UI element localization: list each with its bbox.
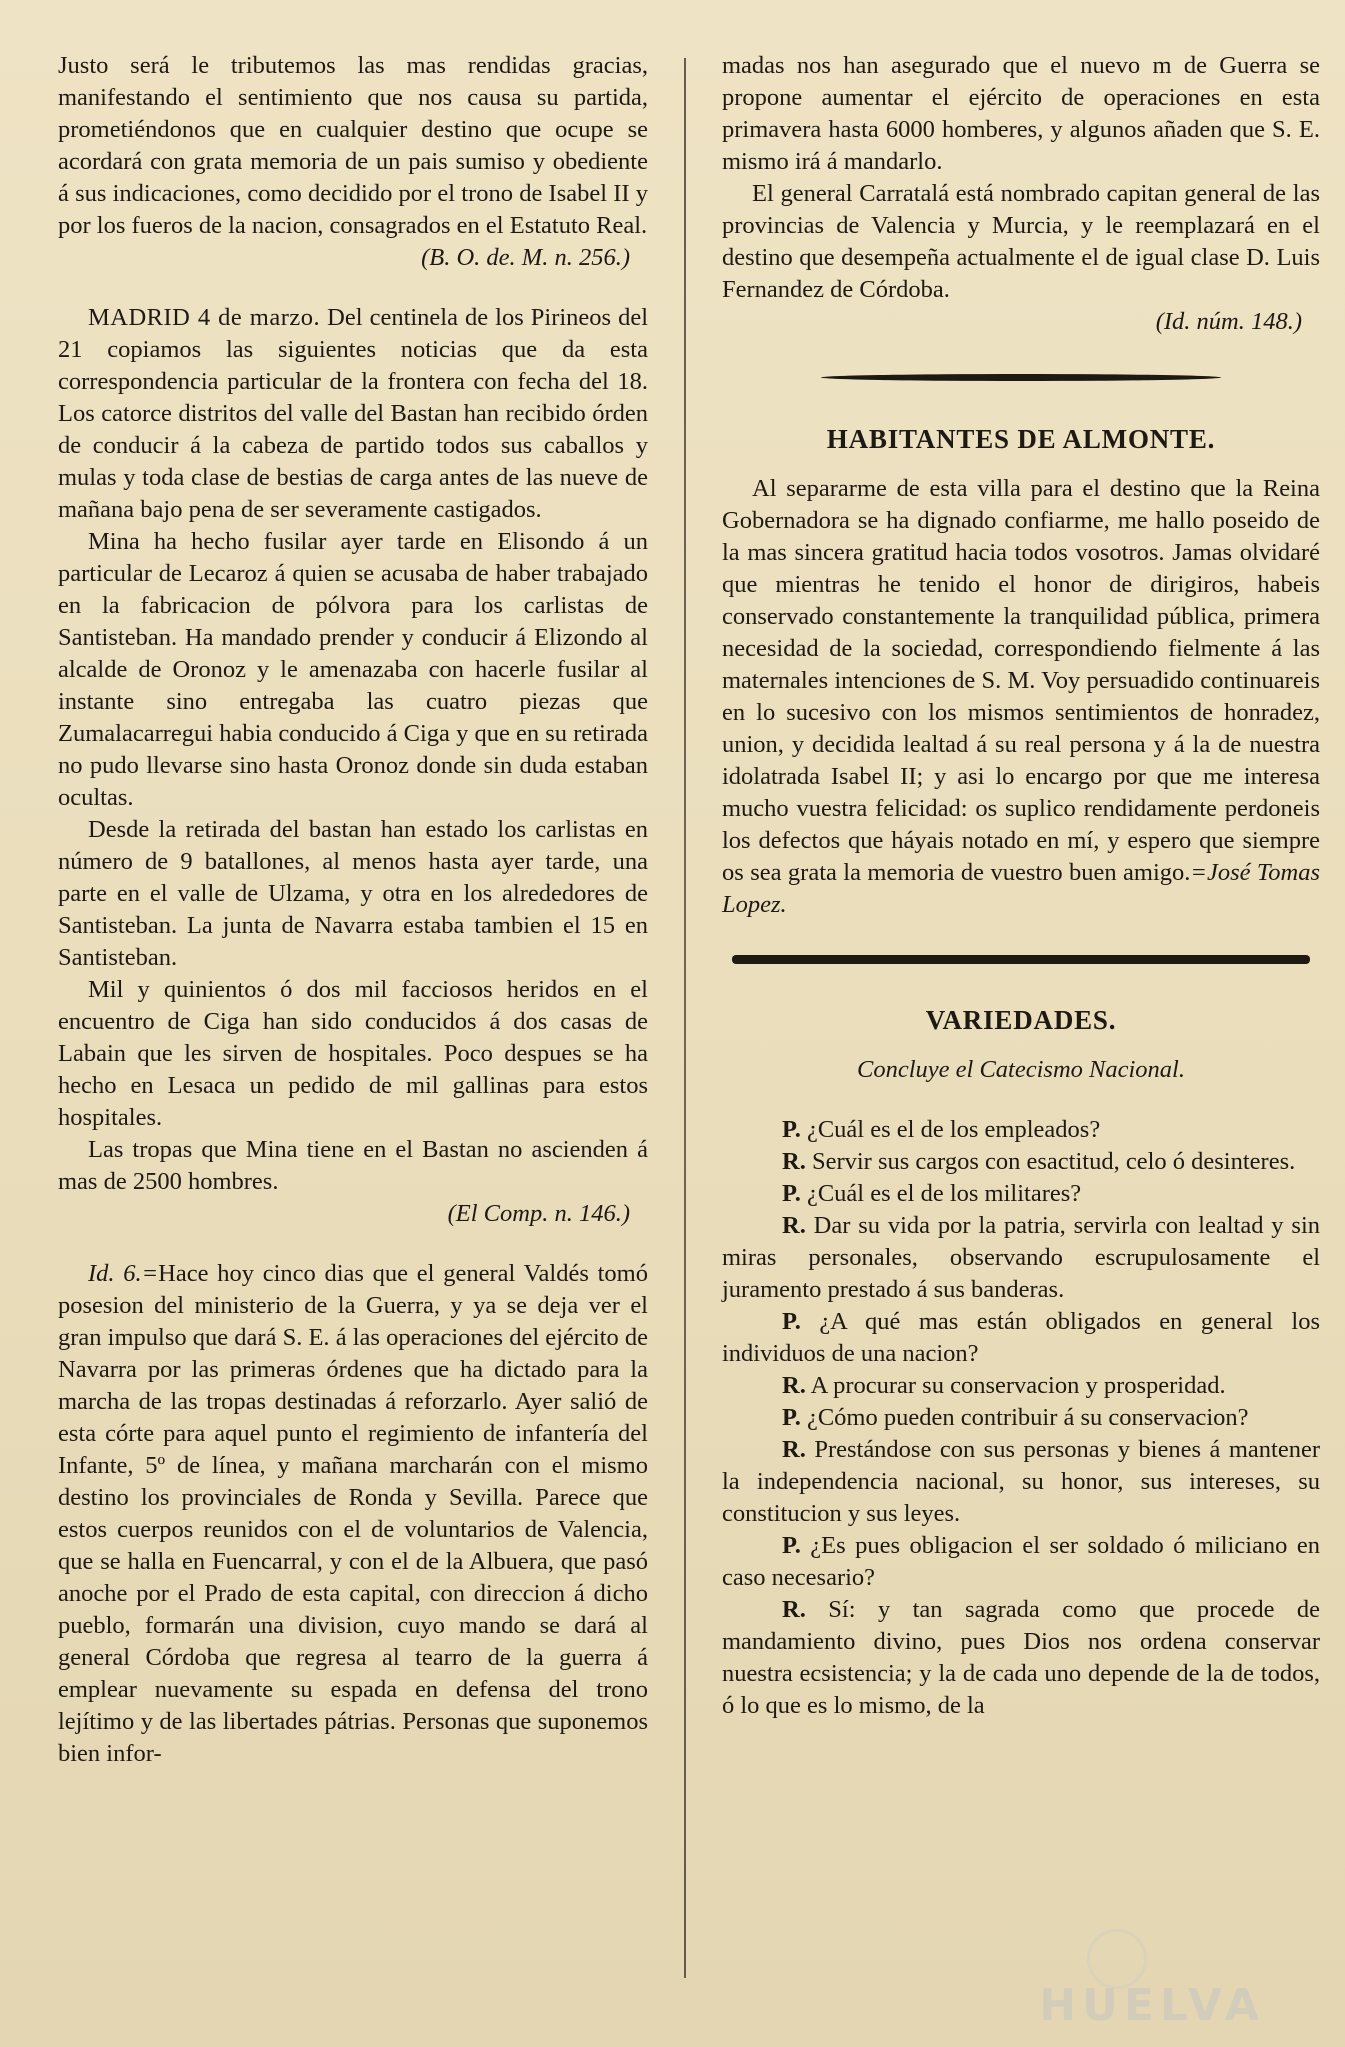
citation: (El Comp. n. 146.) bbox=[447, 1200, 630, 1227]
section-heading: HABITANTES DE ALMONTE. bbox=[826, 424, 1216, 454]
catechism-entry: R. Sí: y tan sagrada como que procede de mandamiento divino, pues Dios nos ordena conservar nuestra ecsistencia; y la de cada uno depende de la de todos, ó lo que es lo mismo, de la bbox=[722, 1596, 1320, 1719]
catechism-entry: P. ¿Cómo pueden contribuir á su conservacion? bbox=[782, 1404, 1249, 1431]
dateline: Id. 6.= bbox=[88, 1260, 159, 1287]
right-column bbox=[722, 50, 1320, 1722]
paragraph: El general Carratalá está nombrado capitan general de las provincias de Valencia y Murcia, y le reemplazará en el destino que desempeña actualmente el de igual clase D. Luis Fernandez de Córdoba. bbox=[722, 180, 1320, 303]
citation: (Id. núm. 148.) bbox=[1155, 308, 1302, 335]
separator-rule bbox=[821, 374, 1221, 381]
paragraph: Justo será le tributemos las mas rendidas gracias, manifestando el sentimiento que nos causa su partida, prometiéndonos que en cualquier destino que ocupe se acordará con grata memoria de un pais sumiso y obediente á sus indicaciones, como decidido por el trono de Isabel II y por los fueros de la nacion, consagrados en el Estatuto Real. bbox=[58, 52, 648, 239]
catechism-entry: P. ¿Cuál es el de los militares? bbox=[782, 1180, 1082, 1207]
catechism-entry: R. A procurar su conservacion y prosperidad. bbox=[782, 1372, 1226, 1399]
section-subtitle: Concluye el Catecismo Nacional. bbox=[857, 1056, 1185, 1083]
paragraph: Desde la retirada del bastan han estado los carlistas en número de 9 batallones, al menos hasta ayer tarde, una parte en el valle de Ulzama, y otra en los alrededores de Santisteban. La junta de Navarra estaba tambien el 15 en Santisteban. bbox=[58, 816, 648, 971]
paragraph: madas nos han asegurado que el nuevo m de Guerra se propone aumentar el ejército de operaciones en esta primavera hasta 6000 homberes, y algunos añaden que S. E. mismo irá á mandarlo. bbox=[722, 52, 1320, 175]
catechism-list bbox=[722, 1114, 1320, 1722]
catechism-entry: P. ¿Es pues obligacion el ser soldado ó miliciano en caso necesario? bbox=[722, 1532, 1320, 1591]
archive-watermark: HUELVA bbox=[1039, 1980, 1265, 2031]
section-heading: VARIEDADES. bbox=[925, 1005, 1117, 1035]
paragraph: Mil y quinientos ó dos mil facciosos heridos en el encuentro de Ciga han sido conducidos á dos casas de Labain que les sirven de hospitales. Poco despues se ha hecho en Lesaca un pedido de mil gallinas para estos hospitales. bbox=[58, 976, 648, 1131]
catechism-entry: P. ¿Cuál es el de los empleados? bbox=[782, 1116, 1101, 1143]
left-column bbox=[58, 50, 648, 1770]
column-divider bbox=[684, 58, 686, 1978]
separator-rule bbox=[732, 955, 1310, 964]
paragraph: MADRID 4 de marzo. Del centinela de los Pirineos del 21 copiamos las siguientes noticias que da esta correspondencia particular de la frontera con fecha del 18. Los catorce distritos del valle del Bastan han recibido órden de conducir á la cabeza de partido todos sus caballos y mulas y toda clase de bestias de carga antes de las nueve de mañana bajo pena de ser severamente castigados. bbox=[58, 304, 649, 523]
catechism-entry: R. Servir sus cargos con esactitud, celo ó desinteres. bbox=[782, 1148, 1296, 1175]
catechism-entry: R. Dar su vida por la patria, servirla con lealtad y sin miras personales, observando escrupulosamente el juramento prestado á sus banderas. bbox=[722, 1212, 1320, 1303]
dateline: MADRID 4 de marzo. bbox=[88, 304, 321, 331]
paragraph: Id. 6.=Hace hoy cinco dias que el general Valdés tomó posesion del ministerio de la Guerra, y ya se deja ver el gran impulso que dará S. E. á las operaciones del ejército de Navarra por las primeras órdenes que ha dictado para la marcha de las tropas destinadas á reforzarlo. Ayer salió de esta córte para aquel punto el regimiento de infantería del Infante, 5º de línea, y mañana marcharán con el mismo destino los provinciales de Ronda y Sevilla. Parece que estos cuerpos reunidos con el de voluntarios de Valencia, que se halla en Fuencarral, y con el de la Albuera, que pasó anoche por el Prado de esta capital, con direccion á dicho pueblo, formarán una division, cuyo mando se dará al general Córdoba que regresa al tearro de la guerra á emplear nuevamente su espada en defensa del trono lejítimo y de las libertades pátrias. Personas que suponemos bien infor- bbox=[58, 1260, 648, 1767]
catechism-entry: R. Prestándose con sus personas y bienes á mantener la independencia nacional, su honor, sus intereses, su constitucion y sus leyes. bbox=[722, 1436, 1321, 1527]
paragraph: Al separarme de esta villa para el destino que la Reina Gobernadora se ha dignado confiarme, me hallo poseido de la mas sincera gratitud hacia todos vosotros. Jamas olvidaré que mientras he tenido el honor de dirigiros, habeis conservado constantemente la tranquilidad pública, primera necesidad de la sociedad, correspondiendo fielmente á las maternales intenciones de S. M. Voy persuadido continuareis en lo sucesivo con los mismos sentimientos de honradez, union, y decidida lealtad á su real persona y á la de nuestra idolatrada Isabel II; y asi lo encargo por que me interesa mucho vuestra felicidad: os suplico rendidamente perdoneis los defectos que háyais notado en mí, y espero que siempre os sea grata la memoria de vuestro buen amigo.=José Tomas Lopez. bbox=[722, 475, 1320, 918]
paragraph: Las tropas que Mina tiene en el Bastan no ascienden á mas de 2500 hombres. bbox=[58, 1136, 648, 1195]
paragraph: Mina ha hecho fusilar ayer tarde en Elisondo á un particular de Lecaroz á quien se acusaba de haber trabajado en la fabricacion de pólvora para los carlistas de Santisteban. Ha mandado prender y conducir á Elizondo al alcalde de Oronoz y le amenazaba con hacerle fusilar al instante sino entregaba las cuatro piezas que Zumalacarregui habia conducido á Ciga y que en su retirada no pudo llevarse sino hasta Oronoz donde sin duda estaban ocultas. bbox=[58, 528, 648, 811]
catechism-entry: P. ¿A qué mas están obligados en general los individuos de una nacion? bbox=[722, 1308, 1320, 1367]
signature: =José Tomas Lopez. bbox=[722, 859, 1320, 918]
citation: (B. O. de. M. n. 256.) bbox=[421, 244, 630, 271]
